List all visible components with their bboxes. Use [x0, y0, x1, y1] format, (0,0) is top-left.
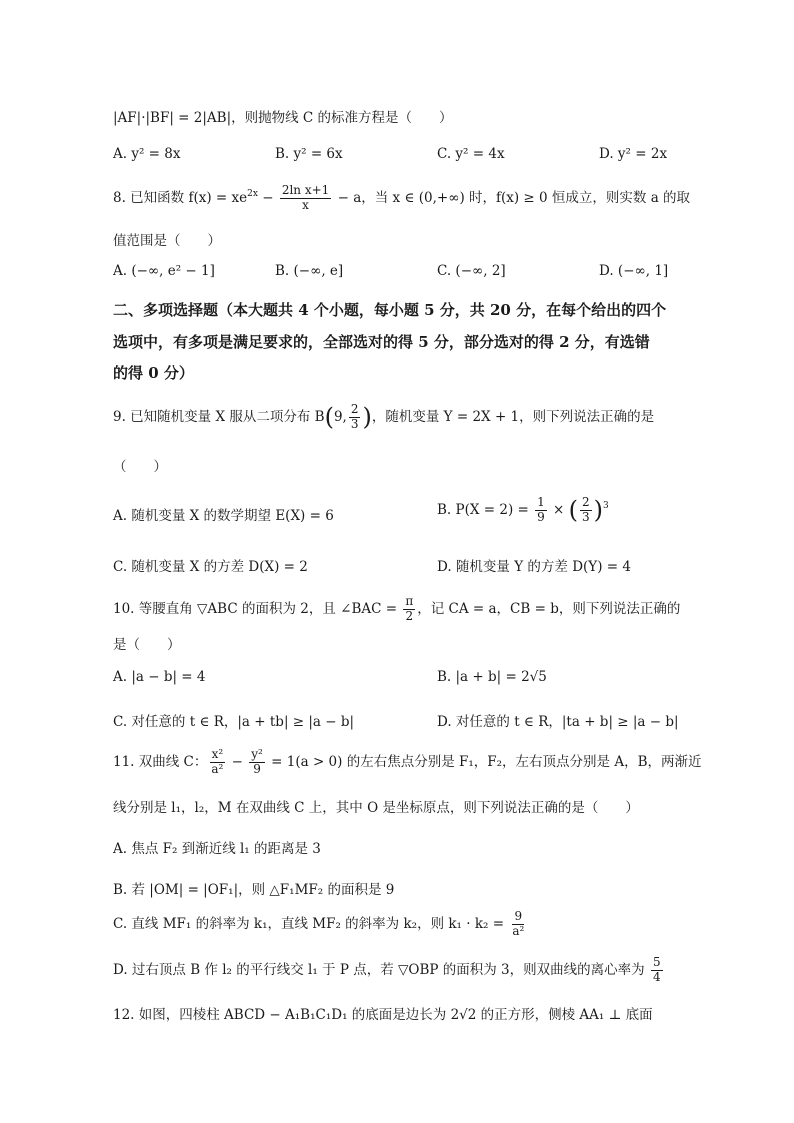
q11-stem-b: = 1(a > 0) 的左右焦点分别是 F₁，F₂，左右顶点分别是 A，B，两渐近 [266, 753, 702, 770]
q9-option-d: D. 随机变量 Y 的方差 D(Y) = 4 [437, 559, 631, 575]
q7-text: ，则抛物线 C 的标准方程是（ ） [231, 110, 453, 126]
q11-c-frac [510, 910, 526, 939]
q9-b-num: 2 [350, 402, 359, 417]
q8-frac-num: 2ln x+1 [281, 183, 330, 197]
q11-mid: − [227, 753, 248, 770]
q10-option-c: C. 对任意的 t ∈ R，|a + tb| ≥ |a − b| [113, 714, 355, 730]
q9-option-a: A. 随机变量 X 的数学期望 E(X) = 6 [113, 508, 334, 524]
q9-stem-a: 9. 已知随机变量 X 服从二项分布 B [113, 409, 325, 425]
q11-stem [113, 748, 702, 777]
q9-b-exp: 3 [603, 501, 609, 511]
q10-option-d: D. 对任意的 t ∈ R，|ta + b| ≥ |a − b| [437, 714, 679, 730]
q11-frac1 [209, 748, 225, 777]
q11-option-c [113, 910, 528, 939]
q8-exp: 2x [247, 188, 258, 199]
q10-stem-b: ，记 CA = a，CB = b，则下列说法正确的 [417, 600, 681, 617]
q9-b-pre: B. P(X = 2) = [437, 502, 534, 518]
q11-d-pre: D. 过右顶点 B 作 l₂ 的平行线交 l₁ 于 P 点，若 ▽OBP 的面积为 3，则双曲线的离心率为 [113, 961, 649, 978]
q9-stem [113, 403, 654, 432]
q7-option-c: C. y² = 4x [437, 146, 505, 162]
q8-stem [113, 184, 690, 213]
q10-option-b: B. |a + b| = 2√5 [437, 669, 547, 685]
q11-stem-cont: 线分别是 l₁，l₂，M 在双曲线 C 上，其中 O 是坐标原点，则下列说法正确的是（ ） [113, 800, 639, 816]
section2-line2: 选项中，有多项是满足要求的，全部选对的得 5 分，部分选对的得 2 分，有选错 [113, 333, 650, 351]
q10-pi-den: 2 [405, 608, 414, 623]
section2-line3: 的得 0 分） [113, 364, 194, 382]
q9-stem-b: ，随机变量 Y = 2X + 1，则下列说法正确的是 [371, 409, 655, 425]
q11-frac2 [249, 748, 265, 777]
q11-c-den: a² [512, 923, 525, 938]
q11-d-frac [651, 956, 663, 985]
q7-expr: |AF|·|BF| = 2|AB| [113, 110, 232, 126]
q9-b-den2: 3 [582, 510, 590, 524]
q10-option-a: A. |a − b| = 4 [113, 669, 206, 685]
q8-stem-cont: 值范围是（ ） [113, 233, 221, 249]
q11-f1-den: a² [211, 761, 224, 776]
q8-stem-b: − a，当 x ∈ (0,+∞) 时，f(x) ≥ 0 恒成立，则实数 a 的取 [333, 189, 691, 206]
q10-stem-cont: 是（ ） [113, 637, 181, 653]
q8-stem-a: 8. 已知函数 f(x) = xe [113, 189, 248, 206]
q11-d-den: 4 [652, 969, 661, 984]
q10-pi-frac [403, 595, 415, 624]
q9-b-arg: 9, [333, 409, 347, 425]
q11-d-num: 5 [652, 955, 661, 969]
q9-option-b [437, 496, 609, 525]
q10-pi-num: π [405, 594, 414, 608]
q7-option-a: A. y² = 8x [113, 146, 181, 162]
q11-f1-num: x² [211, 747, 224, 761]
q11-f2-den: 9 [253, 761, 261, 776]
q7-stem-tail [113, 106, 453, 126]
q9-b-num1: 1 [537, 495, 545, 510]
q9-b-frac [349, 403, 361, 432]
q7-option-d: D. y² = 2x [599, 146, 668, 162]
q9-option-c: C. 随机变量 X 的方差 D(X) = 2 [113, 559, 308, 575]
q11-stem-a: 11. 双曲线 C： [113, 753, 208, 770]
q9-b-paren-open: ( [568, 496, 579, 524]
q9-paren-open: ( [324, 403, 334, 431]
q8-fraction [280, 184, 331, 213]
q8-option-c: C. (−∞, 2] [437, 263, 506, 279]
q10-stem [113, 595, 680, 624]
q11-option-b: B. 若 |OM| = |OF₁|，则 △F₁MF₂ 的面积是 9 [113, 882, 395, 898]
q9-b-paren-close: ) [593, 496, 604, 524]
section2-line1: 二、多项选择题（本大题共 4 个小题，每小题 5 分，共 20 分，在每个给出的四个 [113, 301, 667, 319]
q9-paren: （ ） [113, 459, 167, 475]
q11-c-pre: C. 直线 MF₁ 的斜率为 k₁，直线 MF₂ 的斜率为 k₂，则 k₁ · k₂ = [113, 915, 509, 932]
q9-b-times: × [548, 502, 569, 518]
q9-b-frac1 [535, 496, 547, 525]
q11-option-a: A. 焦点 F₂ 到渐近线 l₁ 的距离是 3 [113, 841, 321, 857]
q10-stem-a: 10. 等腰直角 ▽ABC 的面积为 2，且 ∠BAC = [113, 600, 402, 617]
q8-minus: − [257, 189, 278, 206]
q7-option-b: B. y² = 6x [275, 146, 343, 162]
q8-option-b: B. (−∞, e] [275, 263, 344, 279]
q12-stem: 12. 如图，四棱柱 ABCD − A₁B₁C₁D₁ 的底面是边长为 2√2 的正方形，侧棱 AA₁ ⊥ 底面 [113, 1007, 653, 1023]
q11-option-d [113, 956, 665, 985]
q9-b-den1: 9 [537, 510, 545, 524]
q9-b-frac2 [580, 496, 592, 525]
q11-f2-num: y² [251, 747, 263, 761]
q8-option-d: D. (−∞, 1] [599, 263, 669, 279]
q9-b-den: 3 [350, 417, 359, 431]
q11-c-num: 9 [514, 909, 523, 923]
q8-option-a: A. (−∞, e² − 1] [113, 263, 215, 279]
q8-frac-den: x [302, 197, 309, 212]
q9-paren-close: ) [362, 403, 372, 431]
q9-b-num2: 2 [582, 495, 590, 510]
